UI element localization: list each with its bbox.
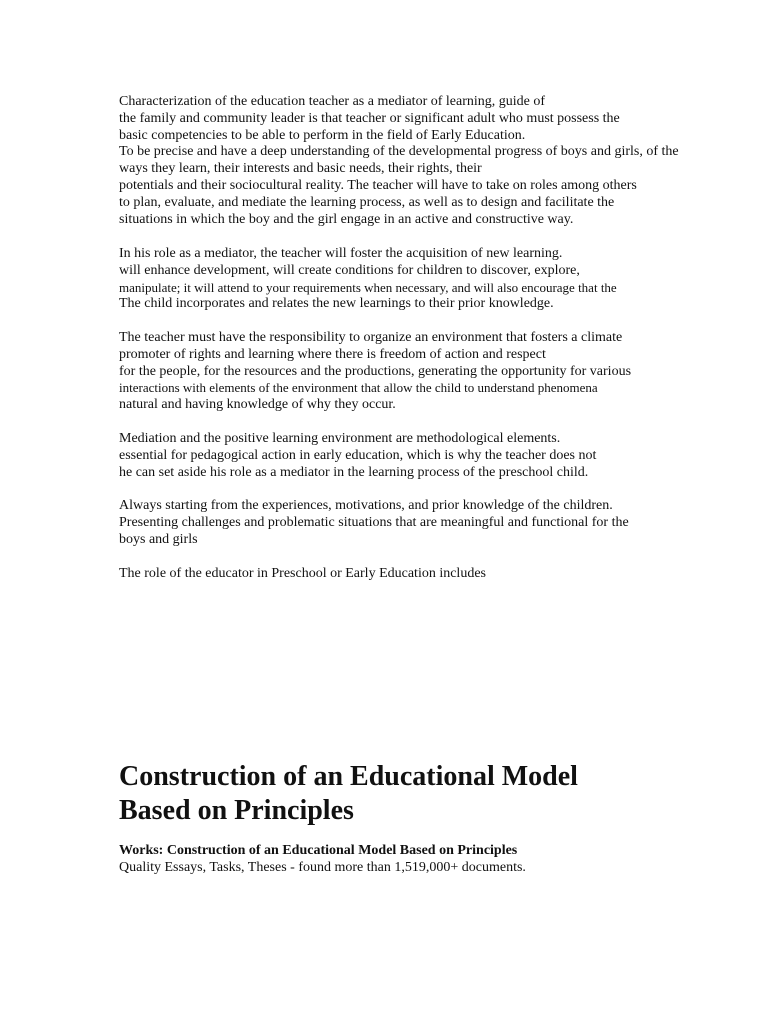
text-line: potentials and their sociocultural reality. The teacher will have to take on roles among others: [119, 177, 637, 193]
works-block: [119, 843, 739, 877]
paragraph-mediator-role: [119, 246, 739, 313]
text-line: will enhance development, will create conditions for children to discover, explore,: [119, 262, 580, 278]
paragraph-methodology: [119, 431, 739, 481]
text-line: natural and having knowledge of why they occur.: [119, 397, 396, 413]
text-line: situations in which the boy and the girl engage in an active and constructive way.: [119, 211, 574, 227]
text-line: Presenting challenges and problematic situations that are meaningful and functional for the: [119, 514, 629, 530]
paragraph-mediator-characterization: [119, 94, 739, 228]
heading-line-1: Construction of an Educational Model: [119, 761, 578, 792]
text-line: essential for pedagogical action in early education, which is why the teacher does not: [119, 447, 597, 463]
text-line: manipulate; it will attend to your requirements when necessary, and will also encourage that the: [119, 279, 617, 295]
paragraph-experiences: [119, 498, 739, 548]
text-line: boys and girls: [119, 531, 198, 547]
text-line: Always starting from the experiences, motivations, and prior knowledge of the children.: [119, 498, 613, 513]
works-title: Works: Construction of an Educational Model Based on Principles: [119, 843, 518, 858]
text-line: to plan, evaluate, and mediate the learning process, as well as to design and facilitate the: [119, 194, 615, 210]
text-line: promoter of rights and learning where there is freedom of action and respect: [119, 346, 546, 362]
paragraph-educator-role: [119, 566, 739, 583]
text-line: The teacher must have the responsibility to organize an environment that fosters a climate: [119, 330, 623, 345]
text-line: ways they learn, their interests and basic needs, their rights, their: [119, 161, 482, 177]
text-line: interactions with elements of the environment that allow the child to understand phenomena: [119, 380, 598, 396]
text-line: Characterization of the education teacher as a mediator of learning, guide of: [119, 94, 546, 109]
works-subtitle: Quality Essays, Tasks, Theses - found more than 1,519,000+ documents.: [119, 859, 526, 875]
text-line: The child incorporates and relates the new learnings to their prior knowledge.: [119, 296, 554, 312]
text-line: he can set aside his role as a mediator in the learning process of the preschool child.: [119, 464, 589, 480]
text-line: basic competencies to be able to perform in the field of Early Education.: [119, 127, 526, 143]
heading-line-2: Based on Principles: [119, 795, 354, 826]
text-line: To be precise and have a deep understanding of the developmental progress of boys and girls, of the: [119, 144, 679, 160]
section-heading: [119, 760, 739, 828]
paragraph-environment: [119, 330, 739, 414]
text-line: the family and community leader is that teacher or significant adult who must possess the: [119, 110, 620, 126]
text-line: In his role as a mediator, the teacher will foster the acquisition of new learning.: [119, 246, 563, 261]
text-line: The role of the educator in Preschool or Early Education includes: [119, 566, 486, 581]
text-line: for the people, for the resources and the productions, generating the opportunity for various: [119, 363, 632, 379]
text-line: Mediation and the positive learning environment are methodological elements.: [119, 431, 561, 446]
